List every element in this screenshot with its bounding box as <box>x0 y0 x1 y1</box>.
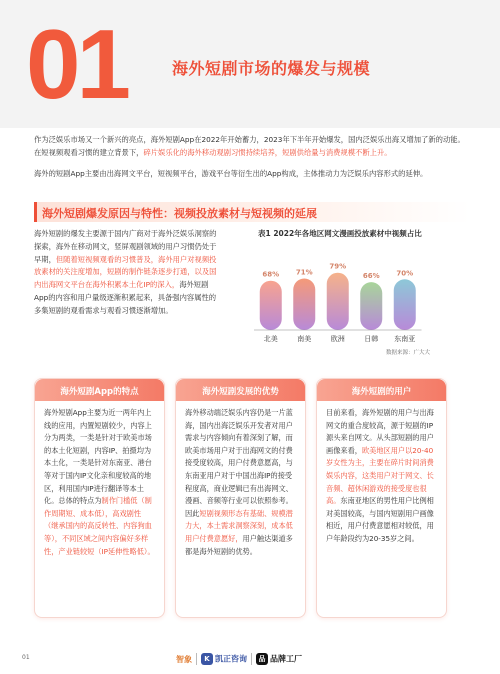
bar-南美 <box>293 279 315 330</box>
card-text: 目前来看，海外短剧的用户与出海网文的重合度较高，源于短剧的IP源头来自网文。从头部短剧的用户画像来看， <box>326 408 434 455</box>
card-body <box>35 401 164 558</box>
intro-highlight: 碎片娱乐化的海外移动观剧习惯持续培养，短剧供给量与消费规模不断上升。 <box>143 147 392 157</box>
bar-欧洲 <box>327 273 349 330</box>
card-header <box>317 379 446 401</box>
body-paragraph <box>34 228 220 318</box>
card-body <box>317 401 446 546</box>
card-text-tail: 用户触达渠道多都是海外短剧的优势。 <box>185 533 293 556</box>
card-text: 海外移动端泛娱乐内容仍是一片蓝海，国内出海泛娱乐开发者对用户需求与内容倾向有着深刻了解，而欧美市场用户对于出海网文的付费接受度较高，用户付费意愿高，与东南亚用户对于中国出海IP的接受程度高，商业逻辑已有出海网文、漫画、音频等行业可以依照参考。因此 <box>185 408 293 518</box>
card-text: 海外短剧App主要为近一两年内上线的应用，内置短剧较少，内容上分为两类，一类是针对于欧美市场的本土化短剧，内容IP、拍摄均为本土化，一类是针对东南亚、港台等对于国内IP文化亲和度较高的地区，利用国内IP进行翻译等本土化。总体的特点为 <box>44 408 152 506</box>
category-label: 日韩 <box>364 335 379 343</box>
bar-日韩 <box>360 282 382 330</box>
card-features <box>34 378 165 618</box>
card-title: 海外短剧的用户 <box>351 387 412 397</box>
section-title: 海外短剧爆发原因与特性：视频投放素材与短视频的延展 <box>42 207 317 220</box>
section-heading <box>34 202 470 222</box>
intro-paragraph-1 <box>34 134 470 159</box>
card-title: 海外短剧发展的优势 <box>202 387 279 397</box>
hero-banner <box>0 0 500 128</box>
card-title: 海外短剧App的特点 <box>60 387 139 397</box>
video-share-chart <box>232 228 472 364</box>
card-highlight: 欧美地区用户以20-40岁女性为主，主要在碎片时间消费娱乐内容，这类用户对于网文、长音频、超休闲游戏的接受度也很高。 <box>326 445 434 506</box>
card-header <box>35 379 164 401</box>
card-text-tail: 东南亚地区的男性用户比例相对美国较高，与国内短剧用户画像相近，用户付费意愿相对较低，用户年龄段约为20-35岁之间。 <box>326 496 434 543</box>
card-users <box>316 378 447 618</box>
kaizheng-name: 凯正咨询 <box>215 654 247 664</box>
zhixiang-logo: 智象 <box>176 654 192 664</box>
bar-value-label: 66% <box>362 272 380 281</box>
card-advantages <box>175 378 306 618</box>
chapter-number: 01 <box>26 9 128 119</box>
chart-source: 数据来源：广大大 <box>385 350 430 356</box>
bar-value-label: 71% <box>295 268 313 277</box>
logo-divider <box>196 653 197 665</box>
category-label: 北美 <box>263 335 278 343</box>
intro-paragraph-2: 海外的短剧App主要由出海网文平台，短视频平台，游戏平台等衍生出的App构成，主体推动力为泛娱乐内容形式的延伸。 <box>34 169 428 178</box>
page-number: 01 <box>22 654 30 661</box>
chapter-title: 海外短剧市场的爆发与规模 <box>172 59 371 78</box>
category-label: 欧洲 <box>330 335 345 343</box>
pinpai-name: 品牌工厂 <box>270 654 302 664</box>
card-highlight: 制作门槛低（制作周期短、成本低），高戏剧性（继承国内的高反转性、内容狗血等），不同区域之间内容偏好多样性，产业链较短（IP延伸性略低）。 <box>44 496 155 556</box>
card-body <box>176 401 305 558</box>
card-highlight: 短剧视频形态有基础、规模潜力大，本土需求洞察深刻，成本低用户付费意愿好， <box>185 508 293 543</box>
bar-value-label: 70% <box>396 269 414 278</box>
logo-divider <box>251 653 252 665</box>
kaizheng-mark-icon: K <box>201 653 213 665</box>
body-text-1: 海外短剧的爆发主要源于国内广商对于海外泛娱乐洞察的探索，海外在移动网文，竖屏观剧领域的用户习惯仍处于早期， <box>34 229 217 264</box>
pinpai-mark-icon: 品 <box>256 653 268 665</box>
bar-value-label: 79% <box>329 262 347 271</box>
chart-title: 表1 2022年各地区网文漫画投放素材中视频占比 <box>258 229 422 238</box>
kaizheng-logo <box>201 653 247 665</box>
bar-北美 <box>260 281 282 330</box>
footer-logos <box>176 651 302 667</box>
pinpai-logo <box>256 653 302 665</box>
card-header <box>176 379 305 401</box>
bar-东南亚 <box>394 279 416 330</box>
intro-text: 作为泛娱乐市场又一个新兴的亮点，海外短剧App在2022年开始蓄力，2023年下半年开始爆发，国内泛娱乐出海又增加了新的动能。在短视频观看习惯的建立背景下， <box>34 135 465 157</box>
category-label: 南美 <box>297 335 312 343</box>
body-text-2: 海外短剧App的内容和用户量级逐渐积累起来，具备强内容属性的多集短剧的观看需求与观看习惯逐渐增加。 <box>34 280 217 315</box>
category-label: 东南亚 <box>394 335 416 343</box>
body-highlight: 但随着短视频观看的习惯普及，海外用户对视频投放素材的关注度增加，短剧的制作链条逐步打通，以及国内出海网文平台在海外积累本土化IP的深入， <box>34 254 217 290</box>
chart-plot <box>232 242 472 352</box>
bar-value-label: 68% <box>262 270 280 279</box>
